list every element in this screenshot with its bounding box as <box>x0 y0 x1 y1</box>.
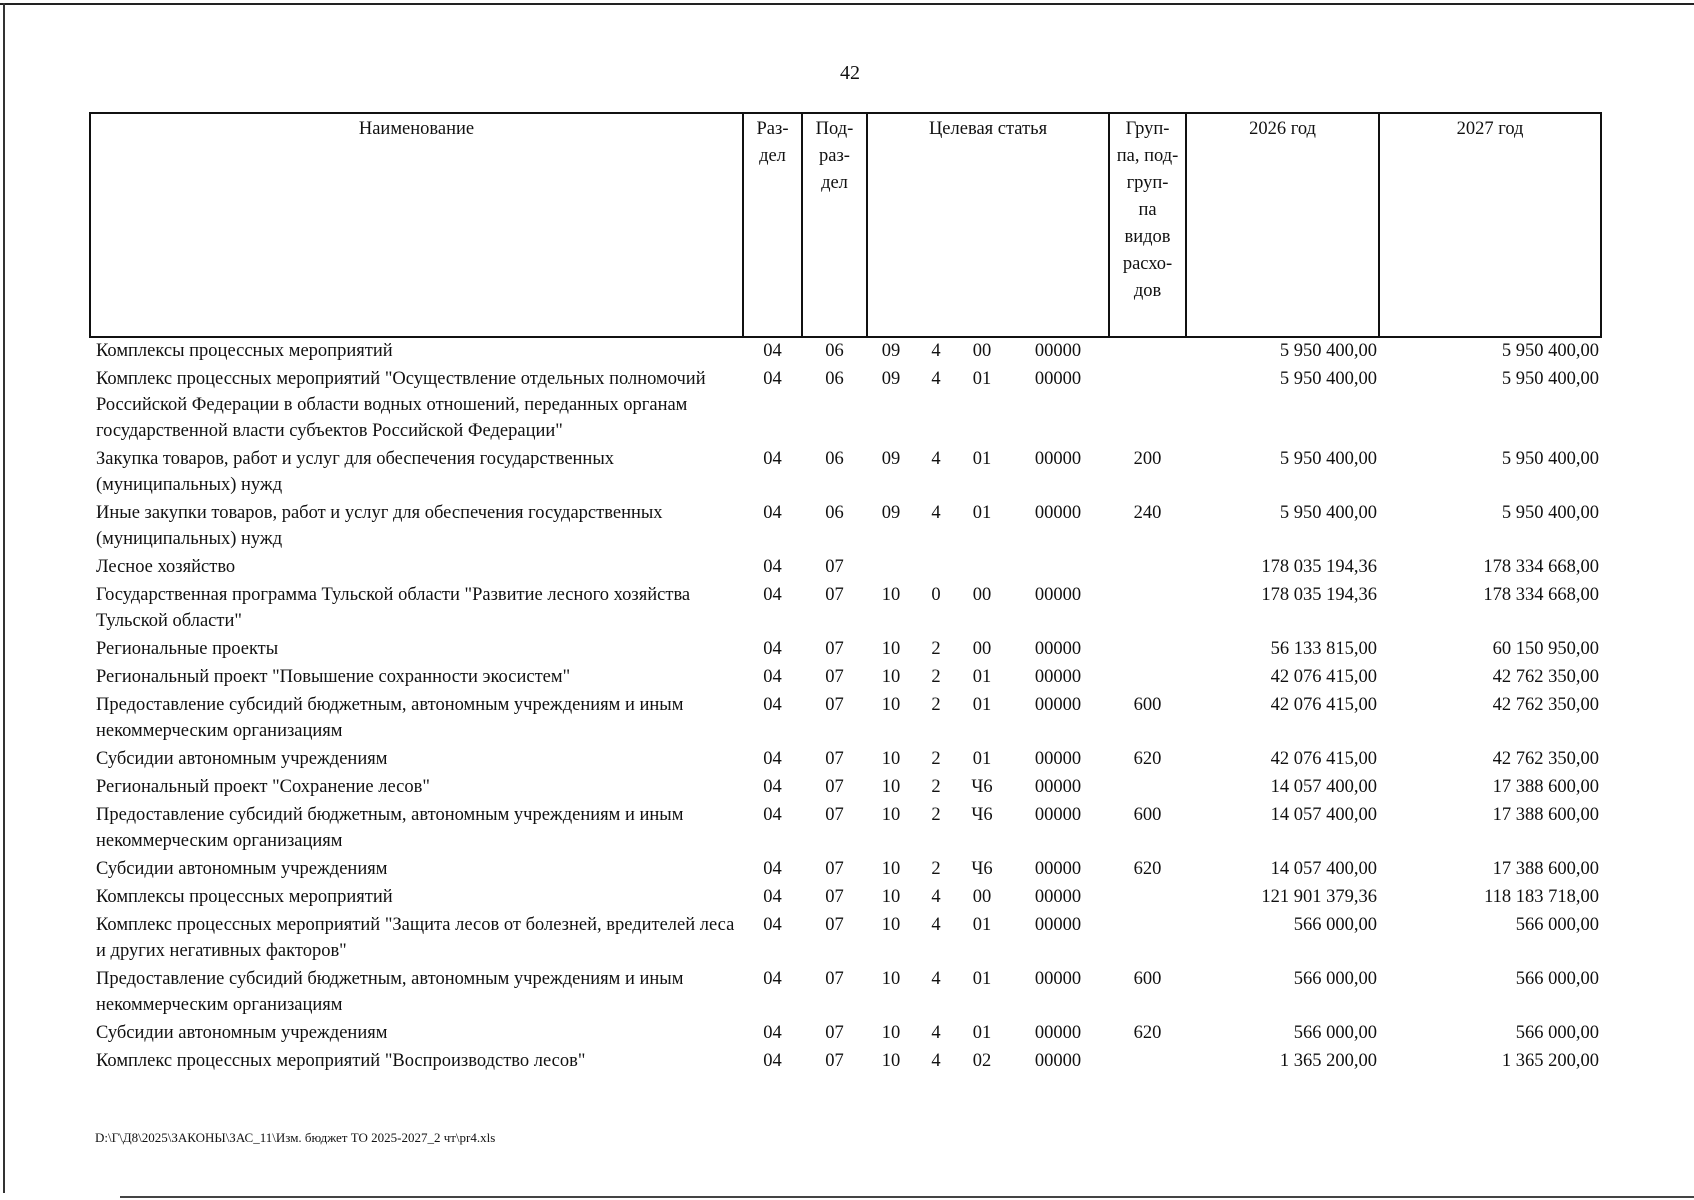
footer-file-path: D:\Г\Д8\2025\ЗАКОНЫ\ЗАС_11\Изм. бюджет ТО 2025-2027_2 чт\pr4.xls <box>95 1130 496 1145</box>
row-target-type: 4 <box>931 1023 941 1043</box>
row-target-subprogram: 01 <box>972 695 992 715</box>
table-row <box>90 664 1601 692</box>
row-target-direction: 00000 <box>1034 749 1082 769</box>
row-target-subprogram: 01 <box>972 667 992 687</box>
table-row <box>90 1020 1601 1048</box>
header-podrazdel: Под- раз- дел <box>802 113 867 337</box>
row-razdel: 04 <box>763 341 782 361</box>
header-name: Наименование <box>90 113 743 337</box>
row-amount-2026: 566 000,00 <box>1293 915 1378 935</box>
row-target-program: 10 <box>881 1051 901 1071</box>
row-target-direction: 00000 <box>1034 449 1082 469</box>
table-row <box>90 366 1601 446</box>
row-podrazdel: 07 <box>825 639 844 659</box>
row-target-direction: 00000 <box>1034 695 1082 715</box>
row-name: Субсидии автономным учреждениям <box>96 859 388 879</box>
row-razdel: 04 <box>763 585 782 605</box>
row-name: Предоставление субсидий бюджетным, автономным учреждениям и иным некоммерческим организациям <box>96 695 684 741</box>
table-row <box>90 582 1601 636</box>
row-target-type: 2 <box>931 667 941 687</box>
table-row <box>90 884 1601 912</box>
row-target-subprogram: 01 <box>972 369 992 389</box>
row-name: Иные закупки товаров, работ и услуг для обеспечения государственных (муниципальных) нужд <box>96 503 663 549</box>
row-target-subprogram: 01 <box>972 1023 992 1043</box>
row-target-program <box>867 554 915 582</box>
row-name: Комплексы процессных мероприятий <box>96 887 393 907</box>
row-expense-group <box>1109 1048 1186 1076</box>
row-razdel: 04 <box>763 859 782 879</box>
row-expense-group <box>1109 912 1186 966</box>
row-target-type: 4 <box>931 1051 941 1071</box>
row-razdel: 04 <box>763 1023 782 1043</box>
scan-border-bottom <box>120 1196 1694 1198</box>
row-target-direction: 00000 <box>1034 915 1082 935</box>
row-podrazdel: 07 <box>825 557 844 577</box>
row-razdel: 04 <box>763 369 782 389</box>
row-amount-2026: 5 950 400,00 <box>1279 503 1378 523</box>
row-target-program: 09 <box>881 503 901 523</box>
row-target-subprogram: Ч6 <box>971 777 993 797</box>
row-target-direction: 00000 <box>1034 369 1082 389</box>
row-target-subprogram: 01 <box>972 503 992 523</box>
row-razdel: 04 <box>763 449 782 469</box>
row-expense-group <box>1109 664 1186 692</box>
row-expense-group: 200 <box>1133 449 1162 469</box>
row-expense-group: 600 <box>1133 805 1162 825</box>
table-row <box>90 500 1601 554</box>
row-target-subprogram: 01 <box>972 969 992 989</box>
row-amount-2026: 42 076 415,00 <box>1270 667 1378 687</box>
row-name: Региональный проект "Сохранение лесов" <box>96 777 430 797</box>
row-expense-group <box>1109 554 1186 582</box>
row-target-type: 2 <box>931 695 941 715</box>
row-podrazdel: 06 <box>825 341 844 361</box>
row-target-subprogram: 01 <box>972 749 992 769</box>
row-target-direction: 00000 <box>1034 887 1082 907</box>
row-amount-2027: 17 388 600,00 <box>1492 805 1600 825</box>
row-name: Комплекс процессных мероприятий "Воспроизводство лесов" <box>96 1051 586 1071</box>
row-target-subprogram: 02 <box>972 1051 992 1071</box>
scan-border-left <box>3 3 5 1193</box>
row-razdel: 04 <box>763 1051 782 1071</box>
row-amount-2026: 42 076 415,00 <box>1270 749 1378 769</box>
row-amount-2027: 5 950 400,00 <box>1501 369 1600 389</box>
row-target-type: 4 <box>931 915 941 935</box>
row-amount-2027: 42 762 350,00 <box>1492 667 1600 687</box>
row-amount-2026: 5 950 400,00 <box>1279 341 1378 361</box>
row-amount-2027: 178 334 668,00 <box>1483 557 1600 577</box>
row-expense-group <box>1109 774 1186 802</box>
row-target-program: 09 <box>881 369 901 389</box>
row-target-program: 10 <box>881 915 901 935</box>
row-expense-group <box>1109 636 1186 664</box>
row-amount-2027: 178 334 668,00 <box>1483 585 1600 605</box>
row-expense-group: 620 <box>1133 749 1162 769</box>
table-row <box>90 912 1601 966</box>
row-name: Региональный проект "Повышение сохранности экосистем" <box>96 667 571 687</box>
row-podrazdel: 07 <box>825 969 844 989</box>
row-target-subprogram: 00 <box>972 341 992 361</box>
row-podrazdel: 07 <box>825 1023 844 1043</box>
row-name: Предоставление субсидий бюджетным, автономным учреждениям и иным некоммерческим организациям <box>96 969 684 1015</box>
row-amount-2026: 1 365 200,00 <box>1279 1051 1378 1071</box>
row-amount-2027: 5 950 400,00 <box>1501 503 1600 523</box>
row-podrazdel: 07 <box>825 749 844 769</box>
page-number: 42 <box>840 62 860 84</box>
row-podrazdel: 07 <box>825 805 844 825</box>
table-row <box>90 554 1601 582</box>
row-amount-2026: 14 057 400,00 <box>1270 859 1378 879</box>
row-amount-2027: 566 000,00 <box>1515 969 1600 989</box>
row-target-direction: 00000 <box>1034 1051 1082 1071</box>
row-target-type: 4 <box>931 503 941 523</box>
table-row <box>90 692 1601 746</box>
row-target-type: 4 <box>931 369 941 389</box>
row-target-program: 10 <box>881 695 901 715</box>
row-podrazdel: 07 <box>825 667 844 687</box>
row-expense-group: 600 <box>1133 695 1162 715</box>
row-amount-2026: 566 000,00 <box>1293 1023 1378 1043</box>
row-amount-2027: 5 950 400,00 <box>1501 341 1600 361</box>
table-row <box>90 337 1601 366</box>
row-amount-2027: 17 388 600,00 <box>1492 859 1600 879</box>
row-target-program: 10 <box>881 639 901 659</box>
row-target-program: 09 <box>881 341 901 361</box>
row-target-program: 10 <box>881 859 901 879</box>
row-podrazdel: 06 <box>825 449 844 469</box>
row-amount-2026: 566 000,00 <box>1293 969 1378 989</box>
row-amount-2027: 42 762 350,00 <box>1492 749 1600 769</box>
row-target-type <box>915 554 957 582</box>
row-target-direction: 00000 <box>1034 341 1082 361</box>
row-target-direction: 00000 <box>1034 639 1082 659</box>
row-razdel: 04 <box>763 503 782 523</box>
row-target-subprogram: Ч6 <box>971 805 993 825</box>
row-razdel: 04 <box>763 639 782 659</box>
row-name: Субсидии автономным учреждениям <box>96 749 388 769</box>
row-razdel: 04 <box>763 667 782 687</box>
row-amount-2026: 14 057 400,00 <box>1270 777 1378 797</box>
header-razdel: Раз- дел <box>743 113 802 337</box>
row-amount-2026: 56 133 815,00 <box>1270 639 1378 659</box>
row-name: Комплекс процессных мероприятий "Защита лесов от болезней, вредителей леса и других негативных факторов" <box>96 915 735 961</box>
row-target-program: 10 <box>881 777 901 797</box>
row-amount-2026: 42 076 415,00 <box>1270 695 1378 715</box>
row-expense-group: 620 <box>1133 859 1162 879</box>
row-amount-2026: 5 950 400,00 <box>1279 449 1378 469</box>
row-target-direction: 00000 <box>1034 969 1082 989</box>
row-podrazdel: 07 <box>825 777 844 797</box>
row-razdel: 04 <box>763 887 782 907</box>
row-target-subprogram: 00 <box>972 639 992 659</box>
row-amount-2026: 178 035 194,36 <box>1261 557 1378 577</box>
table-row <box>90 774 1601 802</box>
table-row <box>90 1048 1601 1076</box>
row-target-type: 4 <box>931 449 941 469</box>
table-row <box>90 966 1601 1020</box>
row-podrazdel: 06 <box>825 369 844 389</box>
row-name: Комплекс процессных мероприятий "Осуществление отдельных полномочий Российской Федерации в области водных отношений, переданных органам государственной власти субъектов Российской Федерации" <box>96 369 706 441</box>
row-target-program: 10 <box>881 585 901 605</box>
row-amount-2027: 566 000,00 <box>1515 915 1600 935</box>
row-expense-group: 600 <box>1133 969 1162 989</box>
row-razdel: 04 <box>763 557 782 577</box>
row-podrazdel: 07 <box>825 887 844 907</box>
row-amount-2026: 178 035 194,36 <box>1261 585 1378 605</box>
row-amount-2026: 14 057 400,00 <box>1270 805 1378 825</box>
table-body <box>90 337 1601 1076</box>
header-2026: 2026 год <box>1186 113 1379 337</box>
row-amount-2027: 5 950 400,00 <box>1501 449 1600 469</box>
row-target-program: 10 <box>881 667 901 687</box>
row-target-subprogram: Ч6 <box>971 859 993 879</box>
row-amount-2027: 42 762 350,00 <box>1492 695 1600 715</box>
row-amount-2026: 5 950 400,00 <box>1279 369 1378 389</box>
row-expense-group <box>1109 366 1186 446</box>
row-expense-group <box>1109 337 1186 366</box>
table-row <box>90 446 1601 500</box>
row-razdel: 04 <box>763 969 782 989</box>
table-row <box>90 856 1601 884</box>
row-podrazdel: 07 <box>825 859 844 879</box>
row-name: Закупка товаров, работ и услуг для обеспечения государственных (муниципальных) нужд <box>96 449 615 495</box>
row-target-subprogram: 00 <box>972 887 992 907</box>
row-target-subprogram <box>957 554 1007 582</box>
row-target-direction: 00000 <box>1034 503 1082 523</box>
row-podrazdel: 07 <box>825 695 844 715</box>
row-name: Комплексы процессных мероприятий <box>96 341 393 361</box>
header-2027: 2027 год <box>1379 113 1601 337</box>
row-name: Предоставление субсидий бюджетным, автономным учреждениям и иным некоммерческим организациям <box>96 805 684 851</box>
row-target-type: 2 <box>931 639 941 659</box>
row-target-program: 09 <box>881 449 901 469</box>
row-target-type: 4 <box>931 969 941 989</box>
row-amount-2027: 566 000,00 <box>1515 1023 1600 1043</box>
row-razdel: 04 <box>763 915 782 935</box>
row-target-type: 4 <box>931 341 941 361</box>
row-razdel: 04 <box>763 695 782 715</box>
row-target-direction: 00000 <box>1034 667 1082 687</box>
row-target-type: 2 <box>931 749 941 769</box>
row-name: Региональные проекты <box>96 639 279 659</box>
row-expense-group <box>1109 884 1186 912</box>
table-row <box>90 746 1601 774</box>
row-amount-2027: 1 365 200,00 <box>1501 1051 1600 1071</box>
scan-border-top <box>0 3 1694 5</box>
row-target-type: 0 <box>931 585 941 605</box>
row-target-type: 2 <box>931 805 941 825</box>
row-target-type: 4 <box>931 887 941 907</box>
header-target-article: Целевая статья <box>867 113 1109 337</box>
budget-table <box>89 112 1602 1076</box>
header-group: Груп- па, под- груп- па видов расхо- дов <box>1109 113 1186 337</box>
row-target-direction: 00000 <box>1034 585 1082 605</box>
row-target-direction: 00000 <box>1034 859 1082 879</box>
row-target-subprogram: 01 <box>972 915 992 935</box>
row-podrazdel: 07 <box>825 1051 844 1071</box>
row-target-program: 10 <box>881 805 901 825</box>
row-podrazdel: 07 <box>825 585 844 605</box>
row-target-direction: 00000 <box>1034 805 1082 825</box>
row-target-type: 2 <box>931 859 941 879</box>
row-target-direction <box>1007 554 1109 582</box>
row-razdel: 04 <box>763 805 782 825</box>
row-name: Лесное хозяйство <box>96 557 236 577</box>
row-target-type: 2 <box>931 777 941 797</box>
row-expense-group <box>1109 582 1186 636</box>
row-target-subprogram: 01 <box>972 449 992 469</box>
row-target-direction: 00000 <box>1034 777 1082 797</box>
table-row <box>90 636 1601 664</box>
row-amount-2027: 60 150 950,00 <box>1492 639 1600 659</box>
row-expense-group: 620 <box>1133 1023 1162 1043</box>
row-target-program: 10 <box>881 1023 901 1043</box>
row-podrazdel: 06 <box>825 503 844 523</box>
row-name: Субсидии автономным учреждениям <box>96 1023 388 1043</box>
row-target-program: 10 <box>881 887 901 907</box>
table-row <box>90 802 1601 856</box>
row-name: Государственная программа Тульской области "Развитие лесного хозяйства Тульской области" <box>96 585 691 631</box>
row-amount-2027: 17 388 600,00 <box>1492 777 1600 797</box>
row-target-program: 10 <box>881 749 901 769</box>
row-target-direction: 00000 <box>1034 1023 1082 1043</box>
row-razdel: 04 <box>763 749 782 769</box>
row-target-program: 10 <box>881 969 901 989</box>
row-amount-2026: 121 901 379,36 <box>1261 887 1378 907</box>
row-target-subprogram: 00 <box>972 585 992 605</box>
row-razdel: 04 <box>763 777 782 797</box>
table-header-row <box>90 113 1601 337</box>
row-amount-2027: 118 183 718,00 <box>1484 887 1600 907</box>
row-expense-group: 240 <box>1133 503 1162 523</box>
row-podrazdel: 07 <box>825 915 844 935</box>
